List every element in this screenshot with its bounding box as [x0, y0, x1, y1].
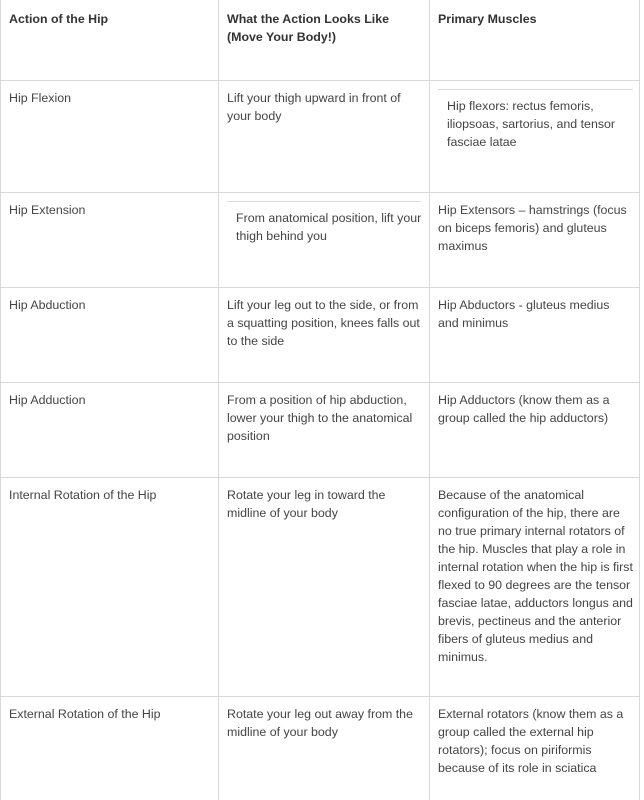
muscles-cell	[429, 288, 639, 382]
action-cell	[1, 383, 218, 477]
action-cell	[1, 288, 218, 382]
action-text: Hip Adduction	[9, 393, 86, 407]
table-row	[1, 80, 639, 192]
action-text: Hip Flexion	[9, 91, 71, 105]
table-row	[1, 192, 639, 287]
looks-like-cell	[218, 478, 429, 696]
header-looks-like-label: What the Action Looks Like (Move Your Body!)	[227, 12, 390, 44]
looks-like-text: Rotate your leg in toward the midline of your body	[227, 488, 386, 520]
table-row	[1, 287, 639, 382]
looks-like-cell	[218, 288, 429, 382]
muscles-text: External rotators (know them as a group called the external hip rotators); focus on piriformis because of its role in sciatica	[438, 707, 624, 775]
looks-like-text: From a position of hip abduction, lower your thigh to the anatomical position	[227, 393, 413, 443]
header-action-label: Action of the Hip	[9, 12, 109, 26]
muscles-text: Because of the anatomical configuration of the hip, there are no true primary internal rotators of the hip. Muscles that play a role in internal rotation when the hip is first flexed to 90 degrees are the tensor fasciae latae, adductors longus and brevis, pectineus and the anterior fibers of gluteus medius and minimus.	[438, 488, 633, 664]
action-text: Hip Extension	[9, 203, 86, 217]
looks-like-text: Lift your thigh upward in front of your body	[227, 91, 401, 123]
muscles-cell	[429, 478, 639, 696]
action-text: Hip Abduction	[9, 298, 86, 312]
muscles-cell	[429, 81, 639, 192]
table-header-row	[1, 0, 639, 80]
looks-like-cell	[218, 193, 429, 287]
looks-like-text: Lift your leg out to the side, or from a squatting position, knees falls out to the side	[227, 298, 420, 348]
muscles-cell	[429, 383, 639, 477]
muscles-cell	[429, 697, 639, 800]
cell-divider	[438, 89, 633, 90]
cell-divider	[227, 201, 421, 202]
table-row	[1, 382, 639, 477]
muscles-text: Hip Extensors – hamstrings (focus on biceps femoris) and gluteus maximus	[438, 203, 627, 253]
muscles-text: Hip Abductors - gluteus medius and minimus	[438, 298, 610, 330]
muscles-cell	[429, 193, 639, 287]
action-cell	[1, 697, 218, 800]
table-row	[1, 477, 639, 696]
looks-like-cell	[218, 81, 429, 192]
header-muscles-label: Primary Muscles	[438, 12, 537, 26]
muscles-text: Hip Adductors (know them as a group called the hip adductors)	[438, 393, 610, 425]
looks-like-cell	[218, 697, 429, 800]
looks-like-text: From anatomical position, lift your thigh behind you	[236, 211, 422, 243]
table-row	[1, 696, 639, 800]
looks-like-text: Rotate your leg out away from the midline of your body	[227, 707, 413, 739]
action-text: External Rotation of the Hip	[9, 707, 161, 721]
action-cell	[1, 478, 218, 696]
header-cell-action	[1, 0, 218, 80]
header-cell-muscles	[429, 0, 639, 80]
action-cell	[1, 81, 218, 192]
muscles-text: Hip flexors: rectus femoris, iliopsoas, sartorius, and tensor fasciae latae	[447, 99, 616, 149]
action-cell	[1, 193, 218, 287]
looks-like-cell	[218, 383, 429, 477]
action-text: Internal Rotation of the Hip	[9, 488, 157, 502]
header-cell-looks-like	[218, 0, 429, 80]
